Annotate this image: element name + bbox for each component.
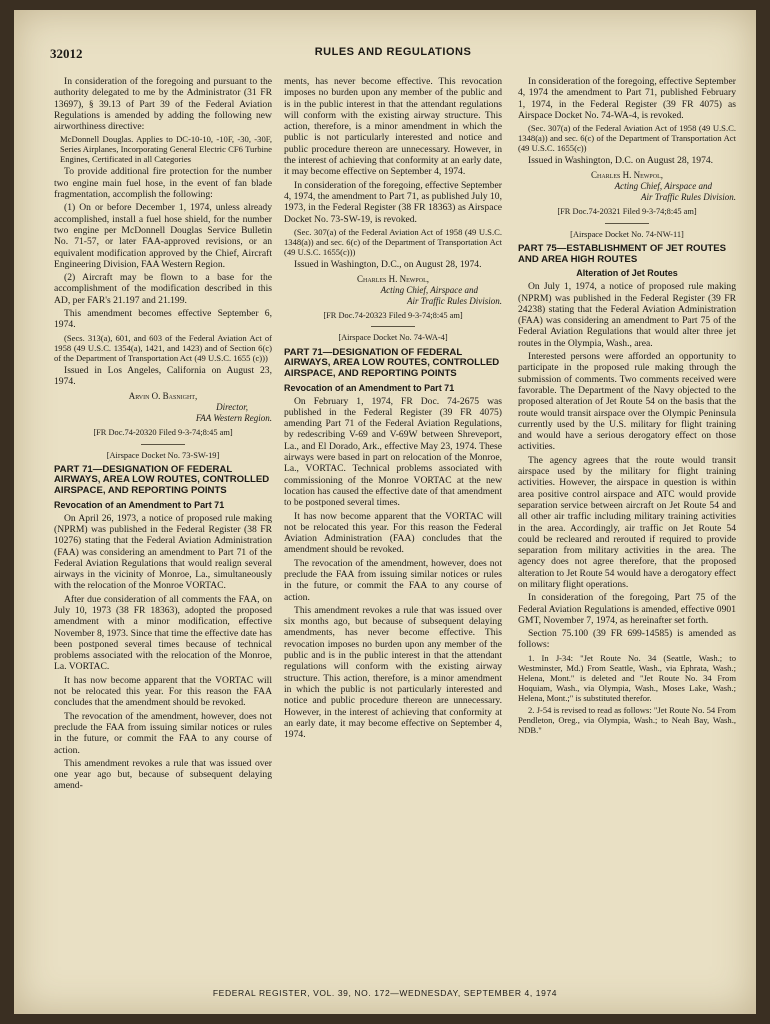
paragraph: ments, has never become effective. This revocation imposes no burden upon any member of the public and is in the public interest in that the attendant regulations will conform with the existing airway structure. This action, therefore, is a minor amendment in which the public is not particularly interested and notice and public procedure thereon are unnecessary. However, in the interest of achieving that conformity at an early date, it may become effective on September 4, 1974. — [284, 76, 502, 178]
signer-title: Acting Chief, Airspace and — [614, 181, 712, 192]
part-heading: PART 71—DESIGNATION OF FEDERAL AIRWAYS, AREA LOW ROUTES, CONTROLLED AIRSPACE, AND REPORTING POINTS — [54, 463, 270, 497]
divider — [141, 444, 185, 445]
ad-heading: McDonnell Douglas. Applies to DC-10-10, -10F, -30, -30F, Series Airplanes, Incorporating General Electric CF6 Turbine Engines, Certificated in all Categories — [60, 134, 272, 165]
signer-title: Director, — [216, 402, 248, 413]
paragraph: On February 1, 1974, FR Doc. 74-2675 was published in the Federal Register (39 FR 4075) amending Part 71 of the Federal Aviation Regulations, by redescribing V-69 and V-69W between Shreveport, La., and El Dorado, Ark., effective May 23, 1974. These airways were based in part on relocation of the Monroe, La., VORTAC. Technical problems associated with commissioning of the Monroe VORTAC at the new location has caused the effective date of that amendment to be postponed several times. — [284, 395, 502, 509]
part-heading: PART 71—DESIGNATION OF FEDERAL AIRWAYS, AREA LOW ROUTES, CONTROLLED AIRSPACE, AND REPORTING POINTS — [284, 346, 500, 379]
amendment-item: 2. J-54 is revised to read as follows: "Jet Route No. 54 From Pendleton, Oreg., via Olympia, Wash.; to Neah Bay, Wash., NDB." — [518, 704, 736, 735]
subheading: Revocation of an Amendment to Part 71 — [284, 382, 455, 393]
running-head: RULES AND REGULATIONS — [314, 46, 472, 58]
docket-line: [Airspace Docket No. 73-SW-19] — [106, 450, 220, 460]
divider — [605, 223, 649, 224]
authority-citation: (Sec. 307(a) of the Federal Aviation Act of 1958 (49 U.S.C. 1348(a)) and sec. 6(c) of the Department of Transportation Act (49 U.S.C. 1655(c)) — [518, 123, 736, 154]
amendment-item: 1. In J-34: "Jet Route No. 34 (Seattle, Wash.; to Westminster, Md.) From Seattle, Wash., via Ephrata, Wash.; Helena, Mont." is deleted and "Jet Route No. 34 From Hoquiam, Wash., via Olympia, Wash., Moses Lake, Wash.; Helena, Mont.;" is substituted therefor. — [518, 652, 736, 703]
paragraph: To provide additional fire protection for the number two engine main fuel hose, in the event of fan blade fragmentation, accomplish the following: — [54, 166, 272, 201]
docket-line: [Airspace Docket No. 74-WA-4] — [338, 333, 448, 343]
column-1 — [54, 76, 272, 794]
filing-line: [FR Doc.74-20323 Filed 9-3-74;8:45 am] — [323, 311, 463, 321]
filing-line: [FR Doc.74-20320 Filed 9-3-74;8:45 am] — [93, 428, 233, 438]
signer-title: Air Traffic Rules Division. — [640, 192, 736, 203]
paragraph: The revocation of the amendment, however, does not preclude the FAA from issuing similar notices or rules in the future, or commit the FAA to any course of action. — [54, 710, 272, 756]
paragraph: The agency agrees that the route would transit airspace used by the military for flight training activities. However, the airspace in question is within area positive control airspace and ATC would provide separation service between aircraft on Jet Route 54 and all other air traffic including military training activities in the area. Accordingly, air traffic on Jet Route 54 could be recleared and rerouted if required to provide separation from military activities in the area. The agency does not agree therefore, that the proposed alteration to Jet Route 54 would have a derogatory effect on military flight operations. — [518, 454, 737, 590]
document-page — [14, 10, 756, 1014]
signer-title: Air Traffic Rules Division. — [406, 296, 502, 307]
page-footer: FEDERAL REGISTER, VOL. 39, NO. 172—WEDNESDAY, SEPTEMBER 4, 1974 — [212, 988, 558, 998]
signer-title: FAA Western Region. — [195, 413, 272, 424]
signer-title: Acting Chief, Airspace and — [380, 285, 478, 296]
paragraph: (2) Aircraft may be flown to a base for the accomplishment of the modification described in this AD, per FAR's 21.197 and 21.199. — [54, 272, 272, 306]
divider — [371, 326, 415, 327]
paragraph: This amendment revokes a rule that was issued over six months ago, but because of subsequent delaying amendments, has never become effective. This revocation imposes no burden upon any member of the public and is in the public interest in that the attendant regulations will conform with the existing airway structure. This action, therefore, is a minor amendment in which the public is not particularly interested and notice and public procedure thereon are unnecessary. However, in the interest of achieving that conformity at an early date, it may become effective on September 4, 1974. — [284, 604, 502, 741]
paragraph: In consideration of the foregoing, Part 75 of the Federal Aviation Regulations is amended, effective 0901 GMT, November 7, 1974, as hereinafter set forth. — [518, 592, 736, 626]
paragraph: Interested persons were afforded an opportunity to participate in the proposed rule making through the submission of comments. Two comments received were favorable. The Department of the Navy objected to the proposed alteration of Jet Route 54 on the basis that the route would transit airspace over the Olympic Peninsula currently used by the U.S. military for flight training and would have a serious derogatory effect on those activities. — [518, 351, 736, 453]
paragraph: On April 26, 1973, a notice of proposed rule making (NPRM) was published in the Federal Register (38 FR 10276) stating that the Federal Aviation Administration (FAA) was considering an amendment to Part 71 of the Federal Aviation Regulations that would realign several airways in the vicinity of Monroe, La., simultaneously with the relocation of the Monroe VORTAC. — [54, 512, 272, 592]
paragraph: In consideration of the foregoing, effective September 4, 1974, the amendment to Part 71, as published July 10, 1973, in the Federal Register (38 FR 18363) as Airspace Docket No. 73-SW-19, is revoked. — [284, 179, 502, 225]
authority-citation: (Secs. 313(a), 601, and 603 of the Federal Aviation Act of 1958 (49 U.S.C. 1354(a), 1421, and 1423) and of Section 6(c) of the Department of Transportation Act (49 U.S.C. 1655 (c))) — [54, 332, 272, 363]
authority-citation: (Sec. 307(a) of the Federal Aviation Act of 1958 (49 U.S.C. 1348(a)) and sec. 6(c) of the Department of Transportation Act (49 U.S.C. 1655(c))) — [284, 226, 502, 257]
paragraph: After due consideration of all comments the FAA, on July 10, 1973 (38 FR 18363), adopted the proposed amendment with a minor modification, effective November 8, 1973. Since that time the effective date has been postponed several times because of technical problems associated with the relocation of the Monroe, La. VORTAC. — [54, 593, 272, 673]
signature-block — [284, 274, 502, 307]
paragraph: (1) On or before December 1, 1974, unless already accomplished, install a fuel hose shield, for the number two engine per McDonnell Douglas Service Bulletin No. 71-57, or later FAA-approved revisions, or an equivalent modification approved by the Chief, Aircraft Engineering Division, FAA Western Region. — [54, 202, 272, 270]
subheading: Revocation of an Amendment to Part 71 — [54, 499, 225, 510]
paragraph: Issued in Los Angeles, California on August 23, 1974. — [54, 364, 272, 387]
paragraph: The revocation of the amendment, however, does not preclude the FAA from issuing similar notices or rules in the future, or commit the FAA to any course of action. — [284, 557, 502, 603]
signer-name: Charles H. Newpol, — [591, 170, 663, 181]
signature-block — [54, 391, 272, 424]
signer-name: Charles H. Newpol, — [357, 274, 429, 285]
docket-line: [Airspace Docket No. 74-NW-11] — [570, 229, 684, 239]
paragraph: On July 1, 1974, a notice of proposed rule making (NPRM) was published in the Federal Register (39 FR 24238) stating that the Federal Aviation Administration (FAA) was considering an amendment to Part 75 of the Federal Aviation Regulations that would alter three jet routes in the Olympia, Wash., area. — [518, 281, 736, 349]
paragraph: In consideration of the foregoing and pursuant to the authority delegated to me by the Administrator (31 FR 13697), § 39.13 of Part 39 of the Federal Aviation Regulations is amended by adding the following new airworthiness directive: — [54, 76, 272, 133]
signature-block — [518, 170, 736, 203]
subheading: Alteration of Jet Routes — [576, 268, 678, 279]
paragraph: This amendment becomes effective September 6, 1974. — [54, 308, 272, 331]
paragraph: In consideration of the foregoing, effective September 4, 1974 the amendment to Part 71, published February 1, 1974, in the Federal Register (39 FR 4075) as Airspace Docket No. 74-WA-4, is revoked. — [518, 76, 736, 121]
paragraph: Section 75.100 (39 FR 699-14585) is amended as follows: — [518, 628, 736, 651]
paragraph: It has now become apparent that the VORTAC will not be relocated this year. For this reason the FAA concludes that the amendment should be revoked. — [54, 674, 272, 709]
column-3 — [518, 76, 736, 737]
signer-name: Arvin O. Basnight, — [128, 391, 198, 402]
paragraph: This amendment revokes a rule that was issued over one year ago but, because of subsequent delaying amend- — [54, 757, 272, 792]
paragraph: It has now become apparent that the VORTAC will not be relocated this year. For this reason the Federal Aviation Administration (FAA) concludes that the amendment should be revoked. — [284, 510, 502, 556]
filing-line: [FR Doc.74-20321 Filed 9-3-74;8:45 am] — [557, 207, 697, 217]
page-number: 32012 — [50, 46, 83, 61]
column-2 — [284, 76, 502, 742]
page-header — [50, 46, 736, 62]
part-heading: PART 75—ESTABLISHMENT OF JET ROUTES AND AREA HIGH ROUTES — [518, 243, 727, 265]
paragraph: Issued in Washington, D.C., on August 28, 1974. — [294, 258, 482, 270]
paragraph: Issued in Washington, D.C. on August 28, 1974. — [528, 155, 714, 167]
